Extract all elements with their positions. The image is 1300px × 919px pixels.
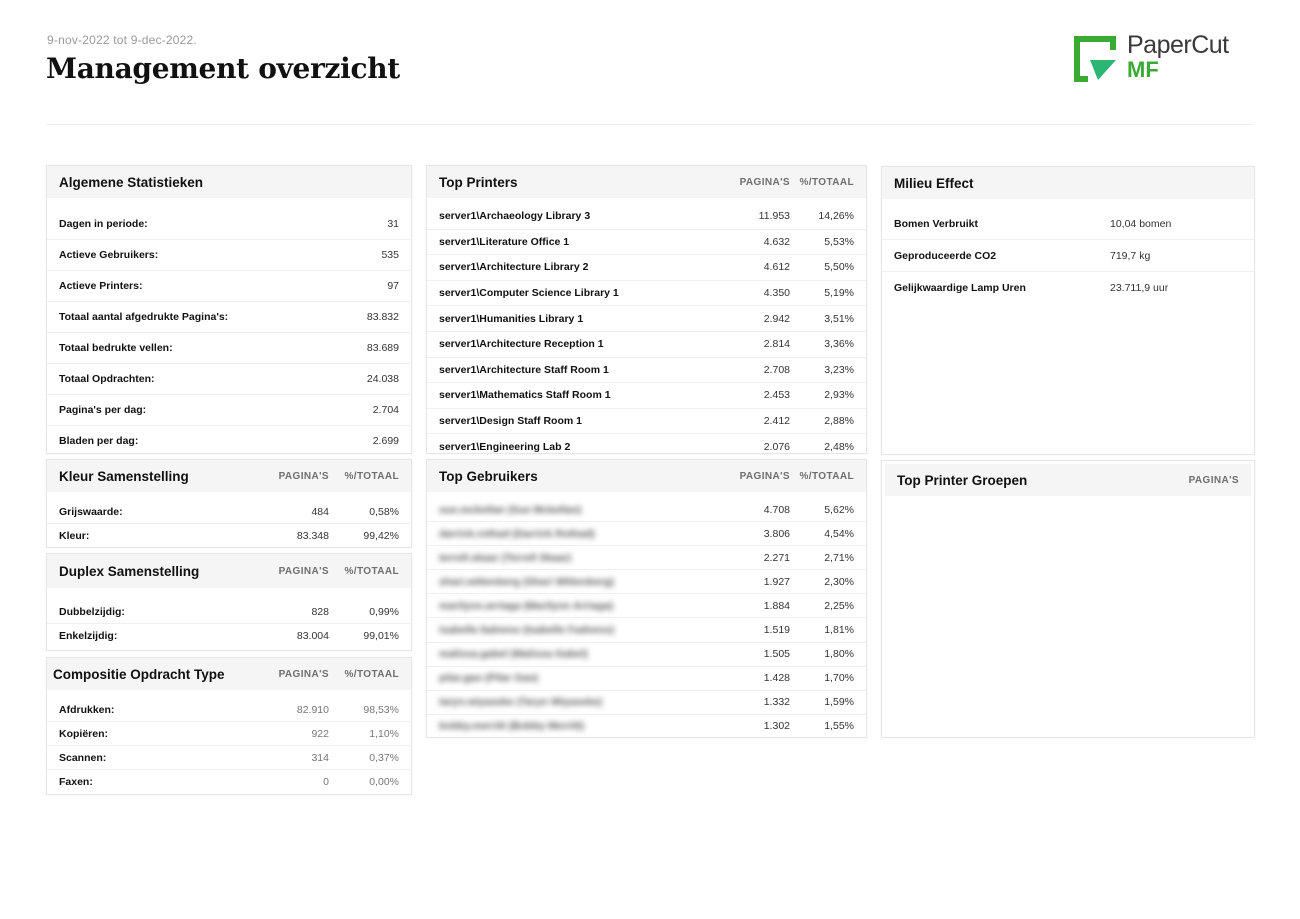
printer-name: server1\Mathematics Staff Room 1 (439, 389, 611, 402)
stat-label: Totaal bedrukte vellen: (59, 342, 173, 354)
column-header-percent: %/TOTAAL (799, 470, 854, 482)
stat-label: Totaal aantal afgedrukte Pagina's: (59, 311, 229, 323)
row-pages: 2.942 (763, 312, 790, 325)
row-pages: 2.412 (763, 415, 790, 428)
table-row (47, 500, 411, 524)
panel-title: Top Gebruikers (439, 468, 538, 484)
papercut-logo (1072, 33, 1257, 85)
row-percent: 0,99% (369, 605, 399, 618)
env-value: 10,04 bomen (1110, 217, 1172, 230)
row-label: Faxen: (59, 775, 93, 788)
row-pages: 4.708 (763, 503, 790, 516)
row-percent: 5,62% (824, 503, 854, 516)
table-row (427, 358, 866, 384)
panel-header (47, 460, 411, 492)
table-row (427, 715, 866, 738)
top-printers-panel (426, 165, 867, 454)
column-header-percent: %/TOTAAL (344, 470, 399, 482)
row-percent: 2,88% (824, 415, 854, 428)
row-percent: 0,37% (369, 751, 399, 764)
stat-label: Totaal Opdrachten: (59, 373, 155, 385)
panel-title: Top Printer Groepen (897, 472, 1028, 488)
user-name: malissa.gabel (Malissa Gabel) (439, 648, 588, 661)
stat-label: Actieve Printers: (59, 280, 143, 292)
table-row (427, 546, 866, 570)
general-stats-panel (46, 165, 412, 454)
table-row (47, 722, 411, 746)
row-percent: 5,19% (824, 287, 854, 300)
environmental-impact-panel (881, 166, 1255, 455)
job-type-composition-panel (46, 657, 412, 795)
stat-row (47, 209, 411, 240)
table-row (427, 230, 866, 256)
row-percent: 2,25% (824, 599, 854, 612)
row-percent: 2,30% (824, 575, 854, 588)
user-name: bobby.merritt (Bobby Merritt) (439, 720, 585, 733)
panel-header (885, 464, 1251, 496)
user-name: taryn.wiyaseke (Taryn Wiyaseke) (439, 696, 603, 709)
row-label: Grijswaarde: (59, 505, 123, 518)
table-row (427, 434, 866, 459)
stat-value: 535 (381, 249, 399, 261)
user-name: shari.wittenberg (Shari Wittenberg) (439, 575, 614, 588)
row-pages: 828 (311, 605, 329, 618)
user-name: marilynn.arriaga (Marilynn Arriaga) (439, 599, 614, 612)
row-pages: 11.953 (758, 210, 790, 223)
row-label: Afdrukken: (59, 703, 115, 716)
row-percent: 3,51% (824, 312, 854, 325)
row-label: Kleur: (59, 529, 90, 542)
logo-edition: MF (1127, 57, 1159, 82)
stat-row (47, 240, 411, 271)
stat-row (47, 395, 411, 426)
column-header-pages: PAGINA'S (1188, 474, 1239, 486)
column-header-pages: PAGINA'S (278, 470, 329, 482)
column-header-pages: PAGINA'S (278, 668, 329, 680)
column-header-percent: %/TOTAAL (344, 668, 399, 680)
stat-value: 24.038 (366, 373, 399, 385)
row-label: Dubbelzijdig: (59, 605, 125, 618)
row-pages: 922 (311, 727, 329, 740)
row-percent: 14,26% (818, 210, 854, 223)
table-row (427, 618, 866, 642)
column-header-percent: %/TOTAAL (344, 565, 399, 577)
row-percent: 4,54% (824, 527, 854, 540)
env-value: 23.711,9 uur (1110, 281, 1169, 294)
table-row (47, 746, 411, 770)
panel-header (882, 167, 1254, 199)
stat-row (47, 302, 411, 333)
table-row (427, 570, 866, 594)
table-row (427, 383, 866, 409)
row-pages: 1.332 (763, 696, 790, 709)
row-percent: 1,10% (369, 727, 399, 740)
printer-name: server1\Architecture Library 2 (439, 261, 589, 274)
stat-row (47, 426, 411, 456)
env-label: Geproduceerde CO2 (894, 249, 997, 262)
stat-row (47, 333, 411, 364)
printer-name: server1\Design Staff Room 1 (439, 415, 582, 428)
env-label: Bomen Verbruikt (894, 217, 979, 230)
row-pages: 83.348 (296, 529, 329, 542)
env-row (882, 208, 1254, 240)
stat-label: Pagina's per dag: (59, 404, 147, 416)
table-row (427, 667, 866, 691)
panel-title: Milieu Effect (894, 175, 974, 191)
stat-label: Dagen in periode: (59, 218, 148, 230)
row-pages: 1.927 (763, 575, 790, 588)
row-pages: 1.505 (763, 648, 790, 661)
printer-name: server1\Engineering Lab 2 (439, 440, 571, 453)
table-row (427, 691, 866, 715)
row-pages: 1.884 (763, 599, 790, 612)
row-pages: 484 (311, 505, 329, 518)
duplex-composition-panel (46, 553, 412, 651)
panel-header (427, 460, 866, 492)
top-printer-groups-panel (881, 460, 1255, 738)
row-percent: 1,81% (824, 624, 854, 637)
stat-row (47, 271, 411, 302)
user-name: darrick.rothad (Darrick Rothad) (439, 527, 595, 540)
stat-label: Actieve Gebruikers: (59, 249, 159, 261)
row-percent: 3,23% (824, 363, 854, 376)
column-header-pages: PAGINA'S (739, 176, 790, 188)
table-row (427, 409, 866, 435)
row-pages: 4.612 (763, 261, 790, 274)
row-percent: 99,01% (363, 629, 399, 642)
stat-value: 2.704 (372, 404, 399, 416)
printer-name: server1\Archaeology Library 3 (439, 210, 591, 223)
row-percent: 1,55% (824, 720, 854, 733)
printer-name: server1\Humanities Library 1 (439, 312, 584, 325)
row-percent: 2,48% (824, 440, 854, 453)
table-row (427, 306, 866, 332)
table-row (47, 600, 411, 624)
stat-row (47, 364, 411, 395)
printer-name: server1\Architecture Staff Room 1 (439, 363, 609, 376)
printer-name: server1\Computer Science Library 1 (439, 287, 619, 300)
row-pages: 1.519 (763, 624, 790, 637)
panel-title: Duplex Samenstelling (59, 563, 200, 579)
table-row (427, 255, 866, 281)
row-percent: 1,70% (824, 672, 854, 685)
panel-title: Compositie Opdracht Type (53, 666, 225, 682)
row-pages: 83.004 (296, 629, 329, 642)
column-header-pages: PAGINA'S (278, 565, 329, 577)
env-row (882, 272, 1254, 303)
printer-name: server1\Architecture Reception 1 (439, 338, 604, 351)
panel-header (47, 554, 411, 588)
row-pages: 4.632 (763, 235, 790, 248)
user-name: terrell.skaar (Terrell Skaar) (439, 551, 572, 564)
stat-value: 83.689 (366, 342, 399, 354)
env-label: Gelijkwaardige Lamp Uren (894, 281, 1026, 294)
row-pages: 2.814 (763, 338, 790, 351)
user-name: isabelle.fadness (Isabelle Fadness) (439, 624, 615, 637)
panel-header (47, 166, 411, 198)
panel-header (47, 658, 411, 690)
row-percent: 5,50% (824, 261, 854, 274)
row-label: Kopiëren: (59, 727, 109, 740)
row-pages: 2.453 (763, 389, 790, 402)
panel-title: Algemene Statistieken (59, 174, 204, 190)
row-pages: 314 (311, 751, 329, 764)
stat-value: 83.832 (366, 311, 399, 323)
user-name: sue.mckellan (Sue Mckellan) (439, 503, 582, 516)
column-header-percent: %/TOTAAL (799, 176, 854, 188)
page-title: Management overzicht (46, 52, 400, 85)
row-pages: 2.708 (763, 363, 790, 376)
header-divider (46, 124, 1254, 125)
row-label: Enkelzijdig: (59, 629, 118, 642)
color-composition-panel (46, 459, 412, 548)
env-row (882, 240, 1254, 272)
user-name: pilar.gao (Pilar Gao) (439, 672, 539, 685)
row-percent: 1,80% (824, 648, 854, 661)
stat-value: 2.699 (372, 435, 399, 447)
row-percent: 2,93% (824, 389, 854, 402)
stats-list (47, 198, 411, 456)
report-period: 9-nov-2022 tot 9-dec-2022. (47, 33, 197, 47)
printer-name: server1\Literature Office 1 (439, 235, 570, 248)
row-percent: 99,42% (363, 529, 399, 542)
panel-title: Kleur Samenstelling (59, 468, 189, 484)
row-label: Scannen: (59, 751, 107, 764)
row-pages: 2.076 (763, 440, 790, 453)
papercut-logo-icon (1072, 34, 1120, 84)
top-users-panel (426, 459, 867, 738)
table-row (427, 281, 866, 307)
row-pages: 82.910 (296, 703, 329, 716)
row-percent: 2,71% (824, 551, 854, 564)
row-percent: 98,53% (363, 703, 399, 716)
table-row (47, 524, 411, 547)
table-row (47, 624, 411, 647)
table-row (427, 643, 866, 667)
table-row (427, 594, 866, 618)
table-row (47, 770, 411, 793)
table-row (427, 332, 866, 358)
table-row (47, 698, 411, 722)
panel-header (427, 166, 866, 198)
row-percent: 3,36% (824, 338, 854, 351)
row-pages: 1.428 (763, 672, 790, 685)
row-percent: 1,59% (824, 696, 854, 709)
table-row (427, 522, 866, 546)
logo-wordmark: PaperCut (1127, 31, 1229, 59)
row-pages: 2.271 (763, 551, 790, 564)
table-row (427, 498, 866, 522)
stat-value: 31 (387, 218, 399, 230)
row-pages: 4.350 (763, 287, 790, 300)
row-pages: 3.806 (763, 527, 790, 540)
row-pages: 1.302 (763, 720, 790, 733)
row-percent: 5,53% (824, 235, 854, 248)
stat-label: Bladen per dag: (59, 435, 139, 447)
table-row (427, 204, 866, 230)
row-pages: 0 (323, 775, 329, 788)
row-percent: 0,58% (369, 505, 399, 518)
stat-value: 97 (387, 280, 399, 292)
row-percent: 0,00% (369, 775, 399, 788)
column-header-pages: PAGINA'S (739, 470, 790, 482)
env-value: 719,7 kg (1110, 249, 1151, 262)
panel-title: Top Printers (439, 174, 518, 190)
